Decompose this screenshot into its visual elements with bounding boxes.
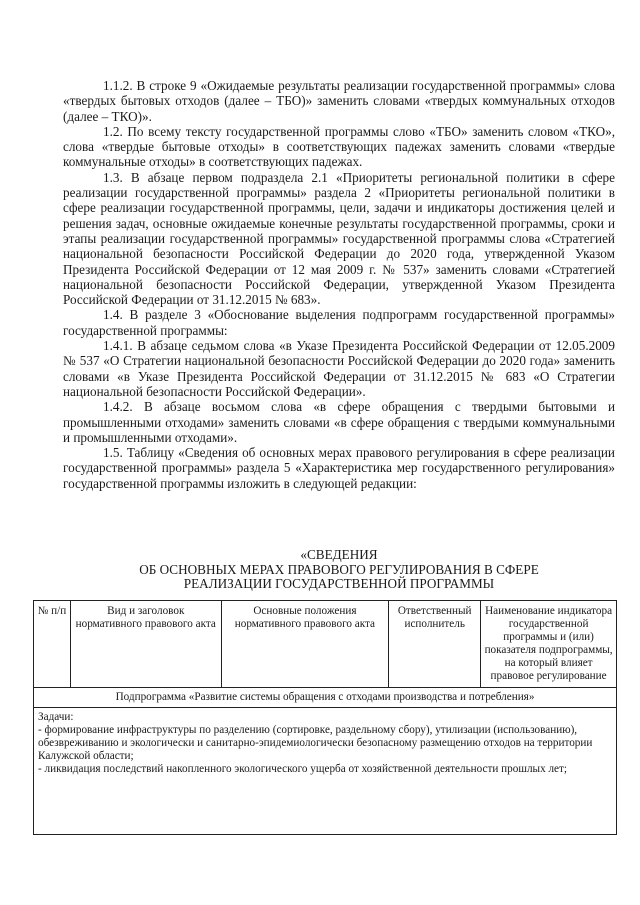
subprogram-row: [34, 688, 617, 708]
heading-line-3: РЕАЛИЗАЦИИ ГОСУДАРСТВЕННОЙ ПРОГРАММЫ: [183, 576, 495, 591]
subprogram-title: Подпрограмма «Развитие системы обращения с отходами производства и потребления»: [34, 688, 617, 708]
measures-table: [33, 600, 617, 835]
column-header-provisions: Основные положения нормативного правового акта: [221, 601, 389, 688]
paragraph-1-1-2: 1.1.2. В строке 9 «Ожидаемые результаты реализации государственной программы» слова «твердых бытовых отходов (далее – ТБО)» заменить словами «твердых коммунальных отходов (далее – ТКО)».: [63, 78, 615, 124]
paragraph-1-4: 1.4. В разделе 3 «Обоснование выделения подпрограмм государственной программы» государственной программы:: [63, 307, 615, 338]
column-header-responsible: Ответственный исполнитель: [389, 601, 481, 688]
table-heading: [63, 548, 615, 592]
paragraph-1-4-2: 1.4.2. В абзаце восьмом слова «в сфере обращения с твердыми бытовыми и промышленными отходами» заменить словами «в сфере обращения с твердыми коммунальными и промышленными отходами».: [63, 399, 615, 445]
paragraph-1-5: 1.5. Таблицу «Сведения об основных мерах правового регулирования в сфере реализации государственной программы» раздела 5 «Характеристика мер государственного регулирования» государственной программы изложить в следующей редакции:: [63, 445, 615, 491]
column-header-indicator: Наименование индикатора государственной программы и (или) показателя подпрограммы, на который влияет правовое регулирование: [481, 601, 617, 688]
column-header-act-title: Вид и заголовок нормативного правового акта: [70, 601, 221, 688]
heading-line-2: ОБ ОСНОВНЫХ МЕРАХ ПРАВОВОГО РЕГУЛИРОВАНИЯ В СФЕРЕ: [139, 561, 539, 577]
tasks-cell: [34, 708, 617, 835]
heading-line-1: «СВЕДЕНИЯ: [300, 547, 378, 562]
paragraph-1-4-1: 1.4.1. В абзаце седьмом слова «в Указе Президента Российской Федерации от 12.05.2009 № 537 «О Стратегии национальной безопасности Российской Федерации до 2020 года» заменить словами «в Указе Президента Российской Федерации от 31.12.2015 № 683 «О Стратегии национальной безопасности Российской Федерации».: [63, 338, 615, 399]
tasks-row: [34, 708, 617, 835]
paragraph-1-2: 1.2. По всему тексту государственной программы слово «ТБО» заменить словом «ТКО», слова «твердые бытовые отходы» в соответствующих падежах заменить словами «твердые коммунальные отходы» в соответствующих падежах.: [63, 123, 615, 170]
table-header-row: [34, 601, 617, 688]
column-header-number: № п/п: [34, 601, 71, 688]
task-item: - формирование инфраструктуры по разделению (сортировке, раздельному сбору), утилизации (использованию), обезвреживанию и экологически и санитарно-эпидемиологически безопасному размещению отходов на территории Калужской области;: [38, 724, 593, 762]
paragraph-1-3: 1.3. В абзаце первом подраздела 2.1 «Приоритеты региональной политики в сфере реализации государственной программы» раздела 2 «Приоритеты региональной политики в сфере реализации государственной программы, цели, задачи и индикаторы достижения целей и решения задач, основные ожидаемые конечные результаты государственной программы, сроки и этапы реализации государственной программы» государственной программы слова «Стратегией национальной безопасности Российской Федерации до 2020 года, утвержденной Указом Президента Российской Федерации от 12 мая 2009 г. № 537» заменить словами «Стратегией национальной безопасности Российской Федерации, утвержденной Указом Президента Российской Федерации от 31.12.2015 № 683».: [63, 169, 615, 308]
tasks-title: Задачи:: [38, 711, 74, 723]
task-item: - ликвидация последствий накопленного экологического ущерба от хозяйственной деятельности прошлых лет;: [38, 763, 567, 775]
body-text: [63, 78, 615, 491]
